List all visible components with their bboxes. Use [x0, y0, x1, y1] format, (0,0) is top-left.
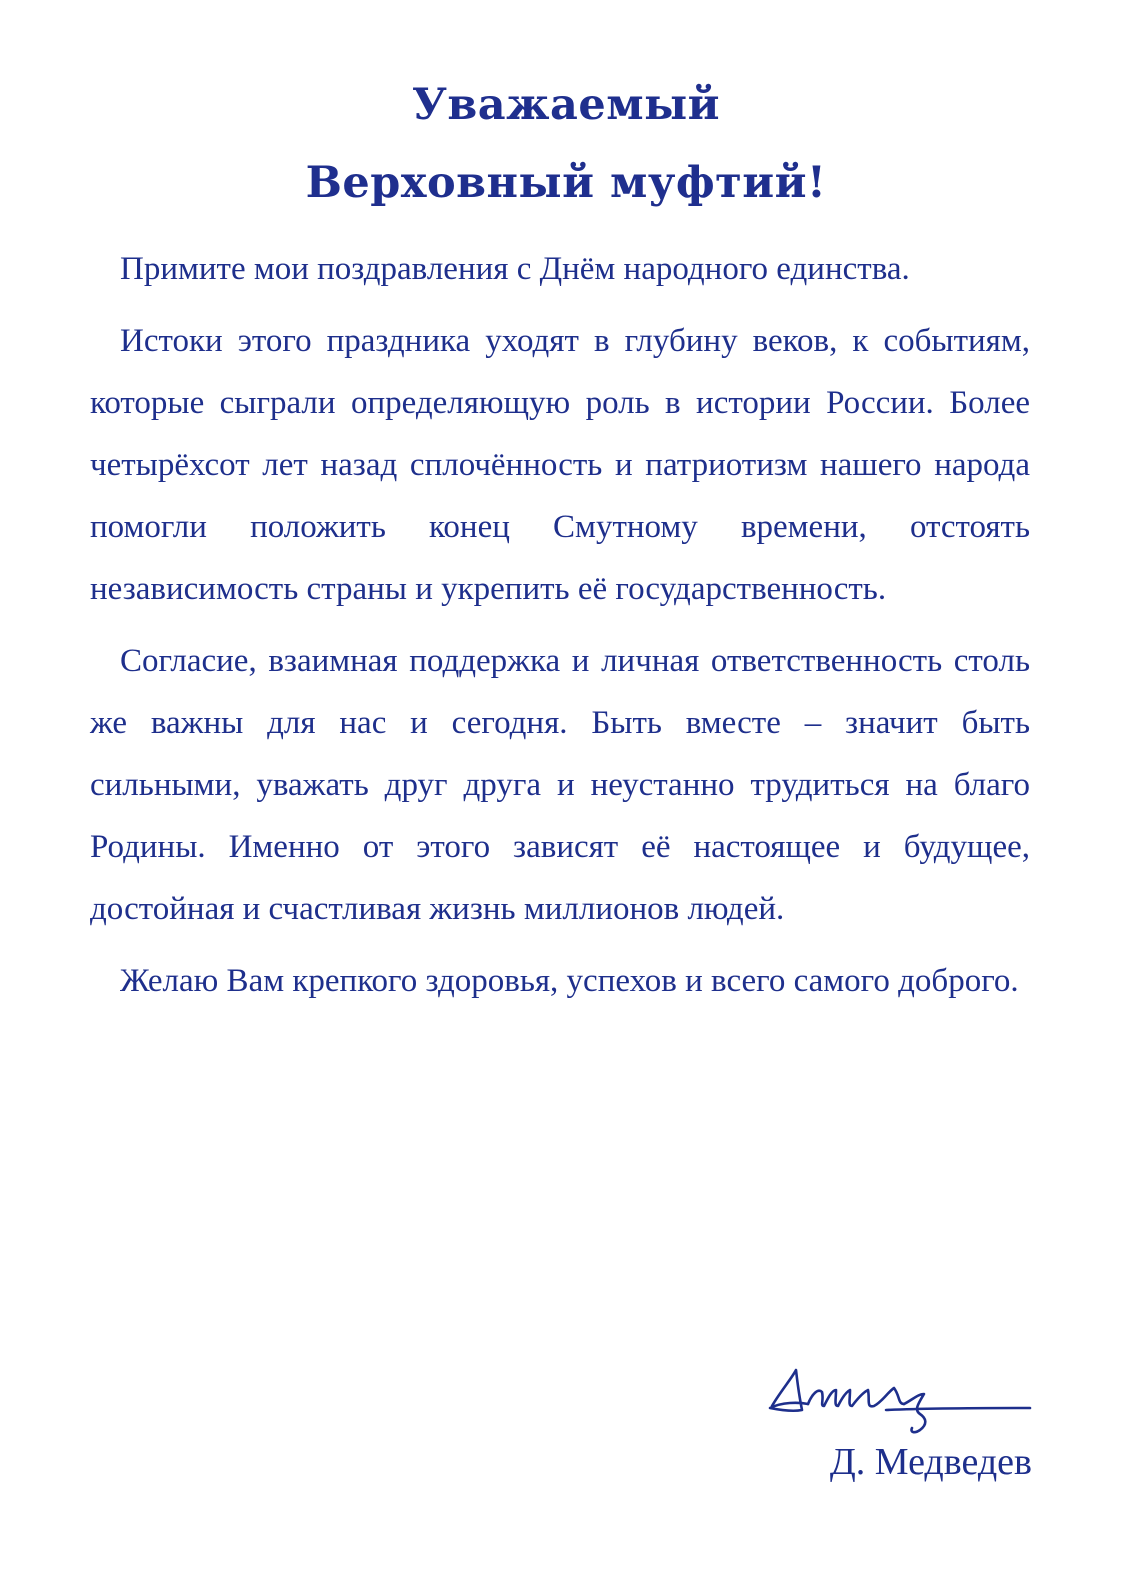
paragraph-greeting: Примите мои поздравления с Днём народного единства. [120, 251, 910, 287]
paragraph-unity: Согласие, взаимная поддержка и личная ответственность столь же важны для нас и сегодня. Быть вместе – значит быть сильными, уважать друг друга и неустанно трудиться на благо Родины. Именно от этого зависят её настоящее и будущее, достойная и счастливая жизнь миллионов людей. [90, 643, 1030, 927]
letter-heading [0, 66, 1132, 222]
heading-line-2: Верховный муфтий! [305, 158, 827, 208]
paragraph-wishes: Желаю Вам крепкого здоровья, успехов и всего самого доброго. [120, 963, 1019, 999]
letter-body [90, 238, 1030, 1022]
handwritten-signature [762, 1348, 1042, 1448]
heading-line-1: Уважаемый [411, 80, 721, 130]
paragraph-history: Истоки этого праздника уходят в глубину веков, к событиям, которые сыграли определяющую роль в истории России. Более четырёхсот лет назад сплочённость и патриотизм нашего народа помогли положить конец Смутному времени, отстоять независимость страны и укрепить её государственность. [90, 323, 1030, 607]
signer-name: Д. Медведев [829, 1441, 1032, 1483]
